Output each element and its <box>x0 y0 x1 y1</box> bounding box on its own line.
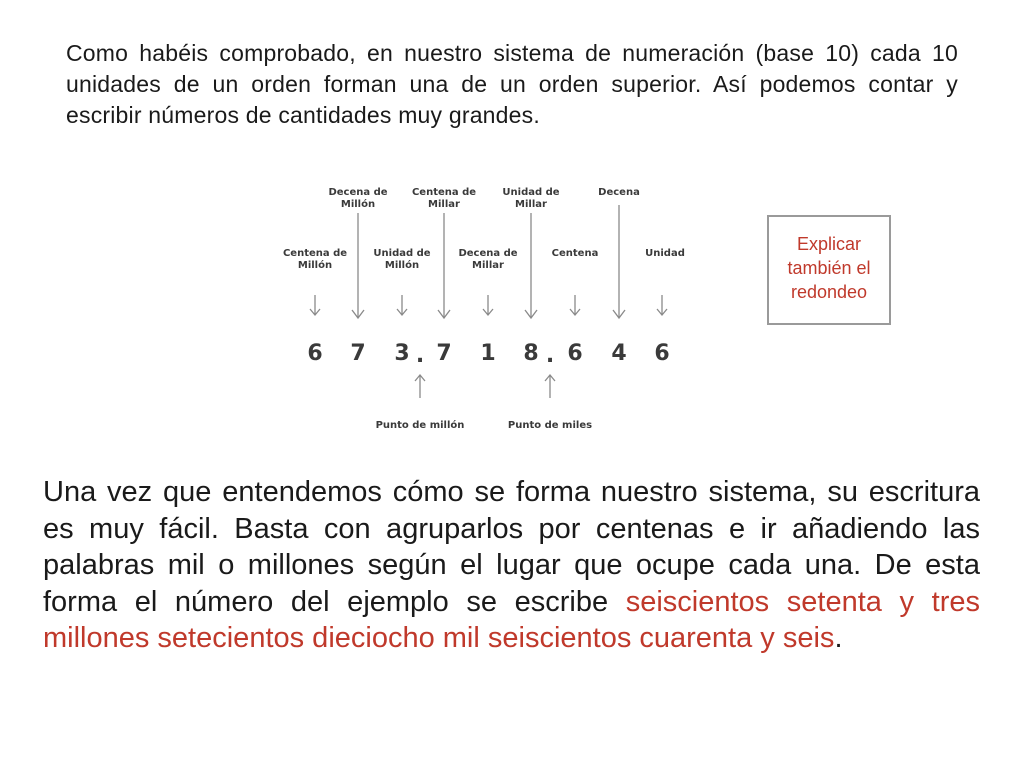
note-line-3: redondeo <box>790 282 868 302</box>
intro-paragraph: Como habéis comprobado, en nuestro sistema de numeración (base 10) cada 10 unidades de un orden forman una de un orden superior. Así podemos contar y escribir números de cantidades muy grandes. <box>66 40 958 128</box>
label-decena-millon-1: Decena de <box>328 187 388 198</box>
body-text-highlight: seiscientos setenta y tres millones setecientos dieciocho mil seiscientos cuarenta y seis <box>43 585 980 654</box>
label-punto-millon: Punto de millón <box>375 420 465 431</box>
arrow-head <box>438 310 450 318</box>
label-unidad-millon-2: Millón <box>384 260 420 271</box>
arrow-head <box>397 309 407 315</box>
arrow-head <box>657 309 667 315</box>
label-unidad: Unidad <box>645 248 685 259</box>
note-line-1: Explicar <box>796 234 862 254</box>
digit-8: 4 <box>611 341 627 366</box>
label-decena-millar-2: Millar <box>472 260 504 271</box>
label-decena: Decena <box>598 187 640 198</box>
label-centena: Centena <box>551 248 599 259</box>
short-arrows <box>310 295 667 315</box>
body-text-plain: Una vez que entendemos cómo se forma nuestro sistema, su escritura es muy fácil. Basta con agruparlos por centenas e ir añadiendo las palabras mil o millones según el lugar que ocupe cada una. De esta forma el número del ejemplo se escribe <box>43 476 980 618</box>
arrow-head <box>352 310 364 318</box>
note-line-2: también el <box>787 258 871 278</box>
label-unidad-millar-1: Unidad de <box>502 187 560 198</box>
body-text-end: . <box>834 622 843 654</box>
separator-millon: . <box>415 343 425 368</box>
separator-miles: . <box>545 343 555 368</box>
label-unidad-millon-1: Unidad de <box>373 248 431 259</box>
digit-2: 7 <box>350 341 366 366</box>
arrow-head <box>570 309 580 315</box>
digit-3: 3 <box>394 341 410 366</box>
digit-4: 7 <box>436 341 452 366</box>
digit-7: 6 <box>567 341 583 366</box>
arrow-head <box>415 375 425 381</box>
body-paragraph <box>43 474 980 657</box>
label-punto-miles: Punto de miles <box>507 420 593 431</box>
arrow-head <box>525 310 537 318</box>
digit-5: 1 <box>480 341 496 366</box>
label-centena-millon-1: Centena de <box>282 248 348 259</box>
digit-1: 6 <box>307 341 323 366</box>
label-decena-millon-2: Millón <box>340 199 376 210</box>
digit-9: 6 <box>654 341 670 366</box>
label-unidad-millar-2: Millar <box>515 199 547 210</box>
arrow-head <box>310 309 320 315</box>
arrow-head <box>613 310 625 318</box>
label-centena-millar-1: Centena de <box>411 187 477 198</box>
up-arrows <box>415 375 555 398</box>
note-box <box>767 215 891 325</box>
arrow-head <box>483 309 493 315</box>
digit-6: 8 <box>523 341 539 366</box>
arrow-head <box>545 375 555 381</box>
long-arrows <box>352 205 625 318</box>
label-centena-millar-2: Millar <box>428 199 460 210</box>
label-decena-millar-1: Decena de <box>458 248 518 259</box>
label-centena-millon-2: Millón <box>297 260 333 271</box>
